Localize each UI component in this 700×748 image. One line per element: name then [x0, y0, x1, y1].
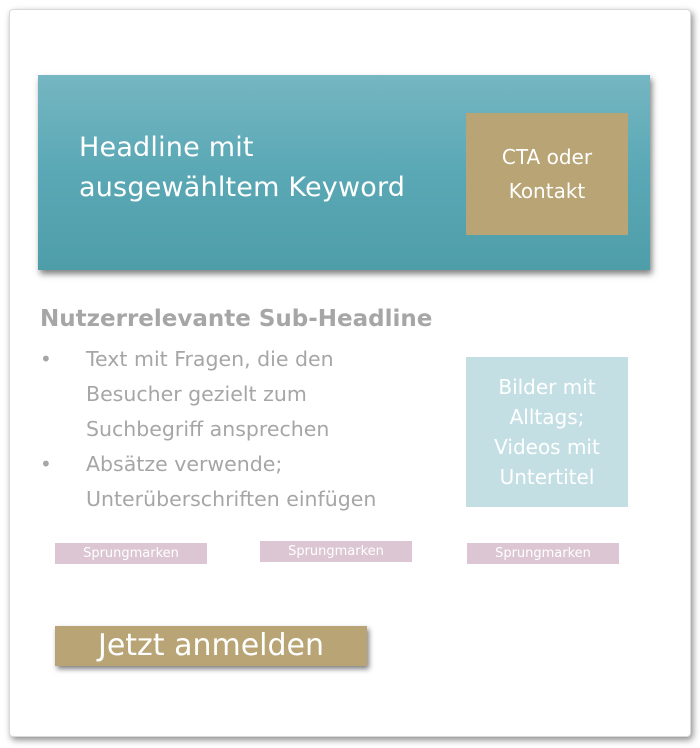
- media-label-line: Untertitel: [499, 465, 595, 489]
- hero-banner: [38, 75, 650, 270]
- list-item-line: Absätze verwende;: [86, 452, 283, 476]
- cta-label-line: Kontakt: [508, 179, 586, 203]
- list-item: [40, 342, 460, 447]
- list-item: [40, 447, 460, 517]
- list-item-line: Besucher gezielt zum: [86, 382, 307, 406]
- hero-headline-line: Headline mit: [79, 132, 254, 163]
- sub-headline: Nutzerrelevante Sub-Headline: [40, 306, 433, 332]
- jump-link-2[interactable]: Sprungmarken: [260, 541, 412, 562]
- hero-headline-line: ausgewähltem Keyword: [79, 172, 406, 203]
- cta-contact-box[interactable]: [466, 113, 628, 235]
- media-label-line: Alltags;: [509, 405, 585, 429]
- hero-headline: [79, 128, 459, 208]
- list-item-line: Text mit Fragen, die den: [86, 347, 334, 371]
- bullet-icon: •: [40, 347, 52, 371]
- bullet-icon: •: [40, 452, 52, 476]
- media-placeholder-box: [466, 357, 628, 507]
- jump-link-3[interactable]: Sprungmarken: [467, 543, 619, 564]
- jump-link-1[interactable]: Sprungmarken: [55, 543, 207, 564]
- signup-button[interactable]: Jetzt anmelden: [55, 626, 367, 666]
- list-item-line: Unterüberschriften einfügen: [86, 487, 377, 511]
- cta-label-line: CTA oder: [501, 145, 593, 169]
- media-label-line: Bilder mit: [498, 375, 596, 399]
- list-item-line: Suchbegriff ansprechen: [86, 417, 330, 441]
- media-label-line: Videos mit: [494, 435, 600, 459]
- bullet-list: [40, 342, 460, 517]
